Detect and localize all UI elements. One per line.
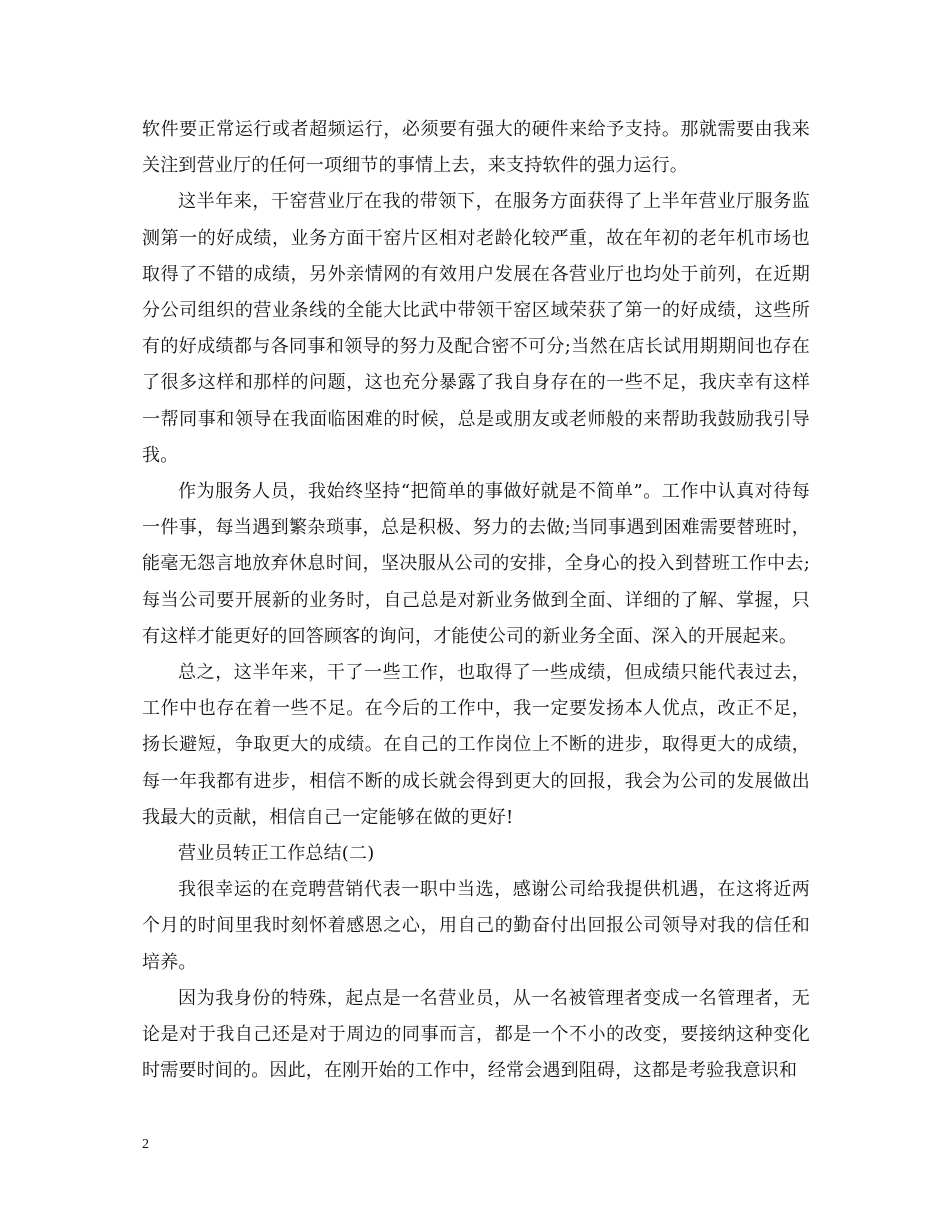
paragraph-3: 作为服务人员，我始终坚持“把简单的事做好就是不简单”。工作中认真对待每一件事，每当遇到繁杂琐事，总是积极、努力的去做;当同事遇到困难需要替班时，能毫无怨言地放弃休息时间，坚决服从公司的安排，全身心的投入到替班工作中去;每当公司要开展新的业务时，自己总是对新业务做到全面、详细的了解、掌握，只有这样才能更好的回答顾客的询问，才能使公司的新业务全面、深入的开展起来。 (142, 481, 810, 647)
paragraph-1: 软件要正常运行或者超频运行，必须要有强大的硬件来给予支持。那就需要由我来关注到营业厅的任何一项细节的事情上去，来支持软件的强力运行。 (142, 119, 810, 177)
paragraph-6: 因为我身份的特殊，起点是一名营业员，从一名被管理者变成一名管理者，无论是对于我自己还是对于周边的同事而言，都是一个不小的改变，要接纳这种变化时需要时间的。因此，在刚开始的工作中，经常会遇到阻碍，这都是考验我意识和 (142, 987, 810, 1082)
section-heading: 营业员转正工作总结(二) (178, 843, 375, 865)
document-body (142, 112, 810, 1089)
paragraph-4: 总之，这半年来，干了一些工作，也取得了一些成绩，但成绩只能代表过去，工作中也存在着一些不足。在今后的工作中，我一定要发扬本人优点，改正不足，扬长避短，争取更大的成绩。在自己的工作岗位上不断的进步，取得更大的成绩，每一年我都有进步，相信不断的成长就会得到更大的回报，我会为公司的发展做出我最大的贡献，相信自己一定能够在做的更好! (142, 662, 810, 828)
paragraph-5: 我很幸运的在竞聘营销代表一职中当选，感谢公司给我提供机遇，在这将近两个月的时间里我时刻怀着感恩之心，用自己的勤奋付出回报公司领导对我的信任和培养。 (142, 879, 810, 973)
paragraph-2: 这半年来，干窑营业厅在我的带领下，在服务方面获得了上半年营业厅服务监测第一的好成绩，业务方面干窑片区相对老龄化较严重，故在年初的老年机市场也取得了不错的成绩，另外亲情网的有效用户发展在各营业厅也均处于前列，在近期分公司组织的营业条线的全能大比武中带领干窑区域荣获了第一的好成绩，这些所有的好成绩都与各同事和领导的努力及配合密不可分;当然在店长试用期期间也存在了很多这样和那样的问题，这也充分暴露了我自身存在的一些不足，我庆幸有这样一帮同事和领导在我面临困难的时候，总是或朋友或老师般的来帮助我鼓励我引导我。 (142, 191, 810, 466)
page-number: 2 (142, 1137, 149, 1152)
